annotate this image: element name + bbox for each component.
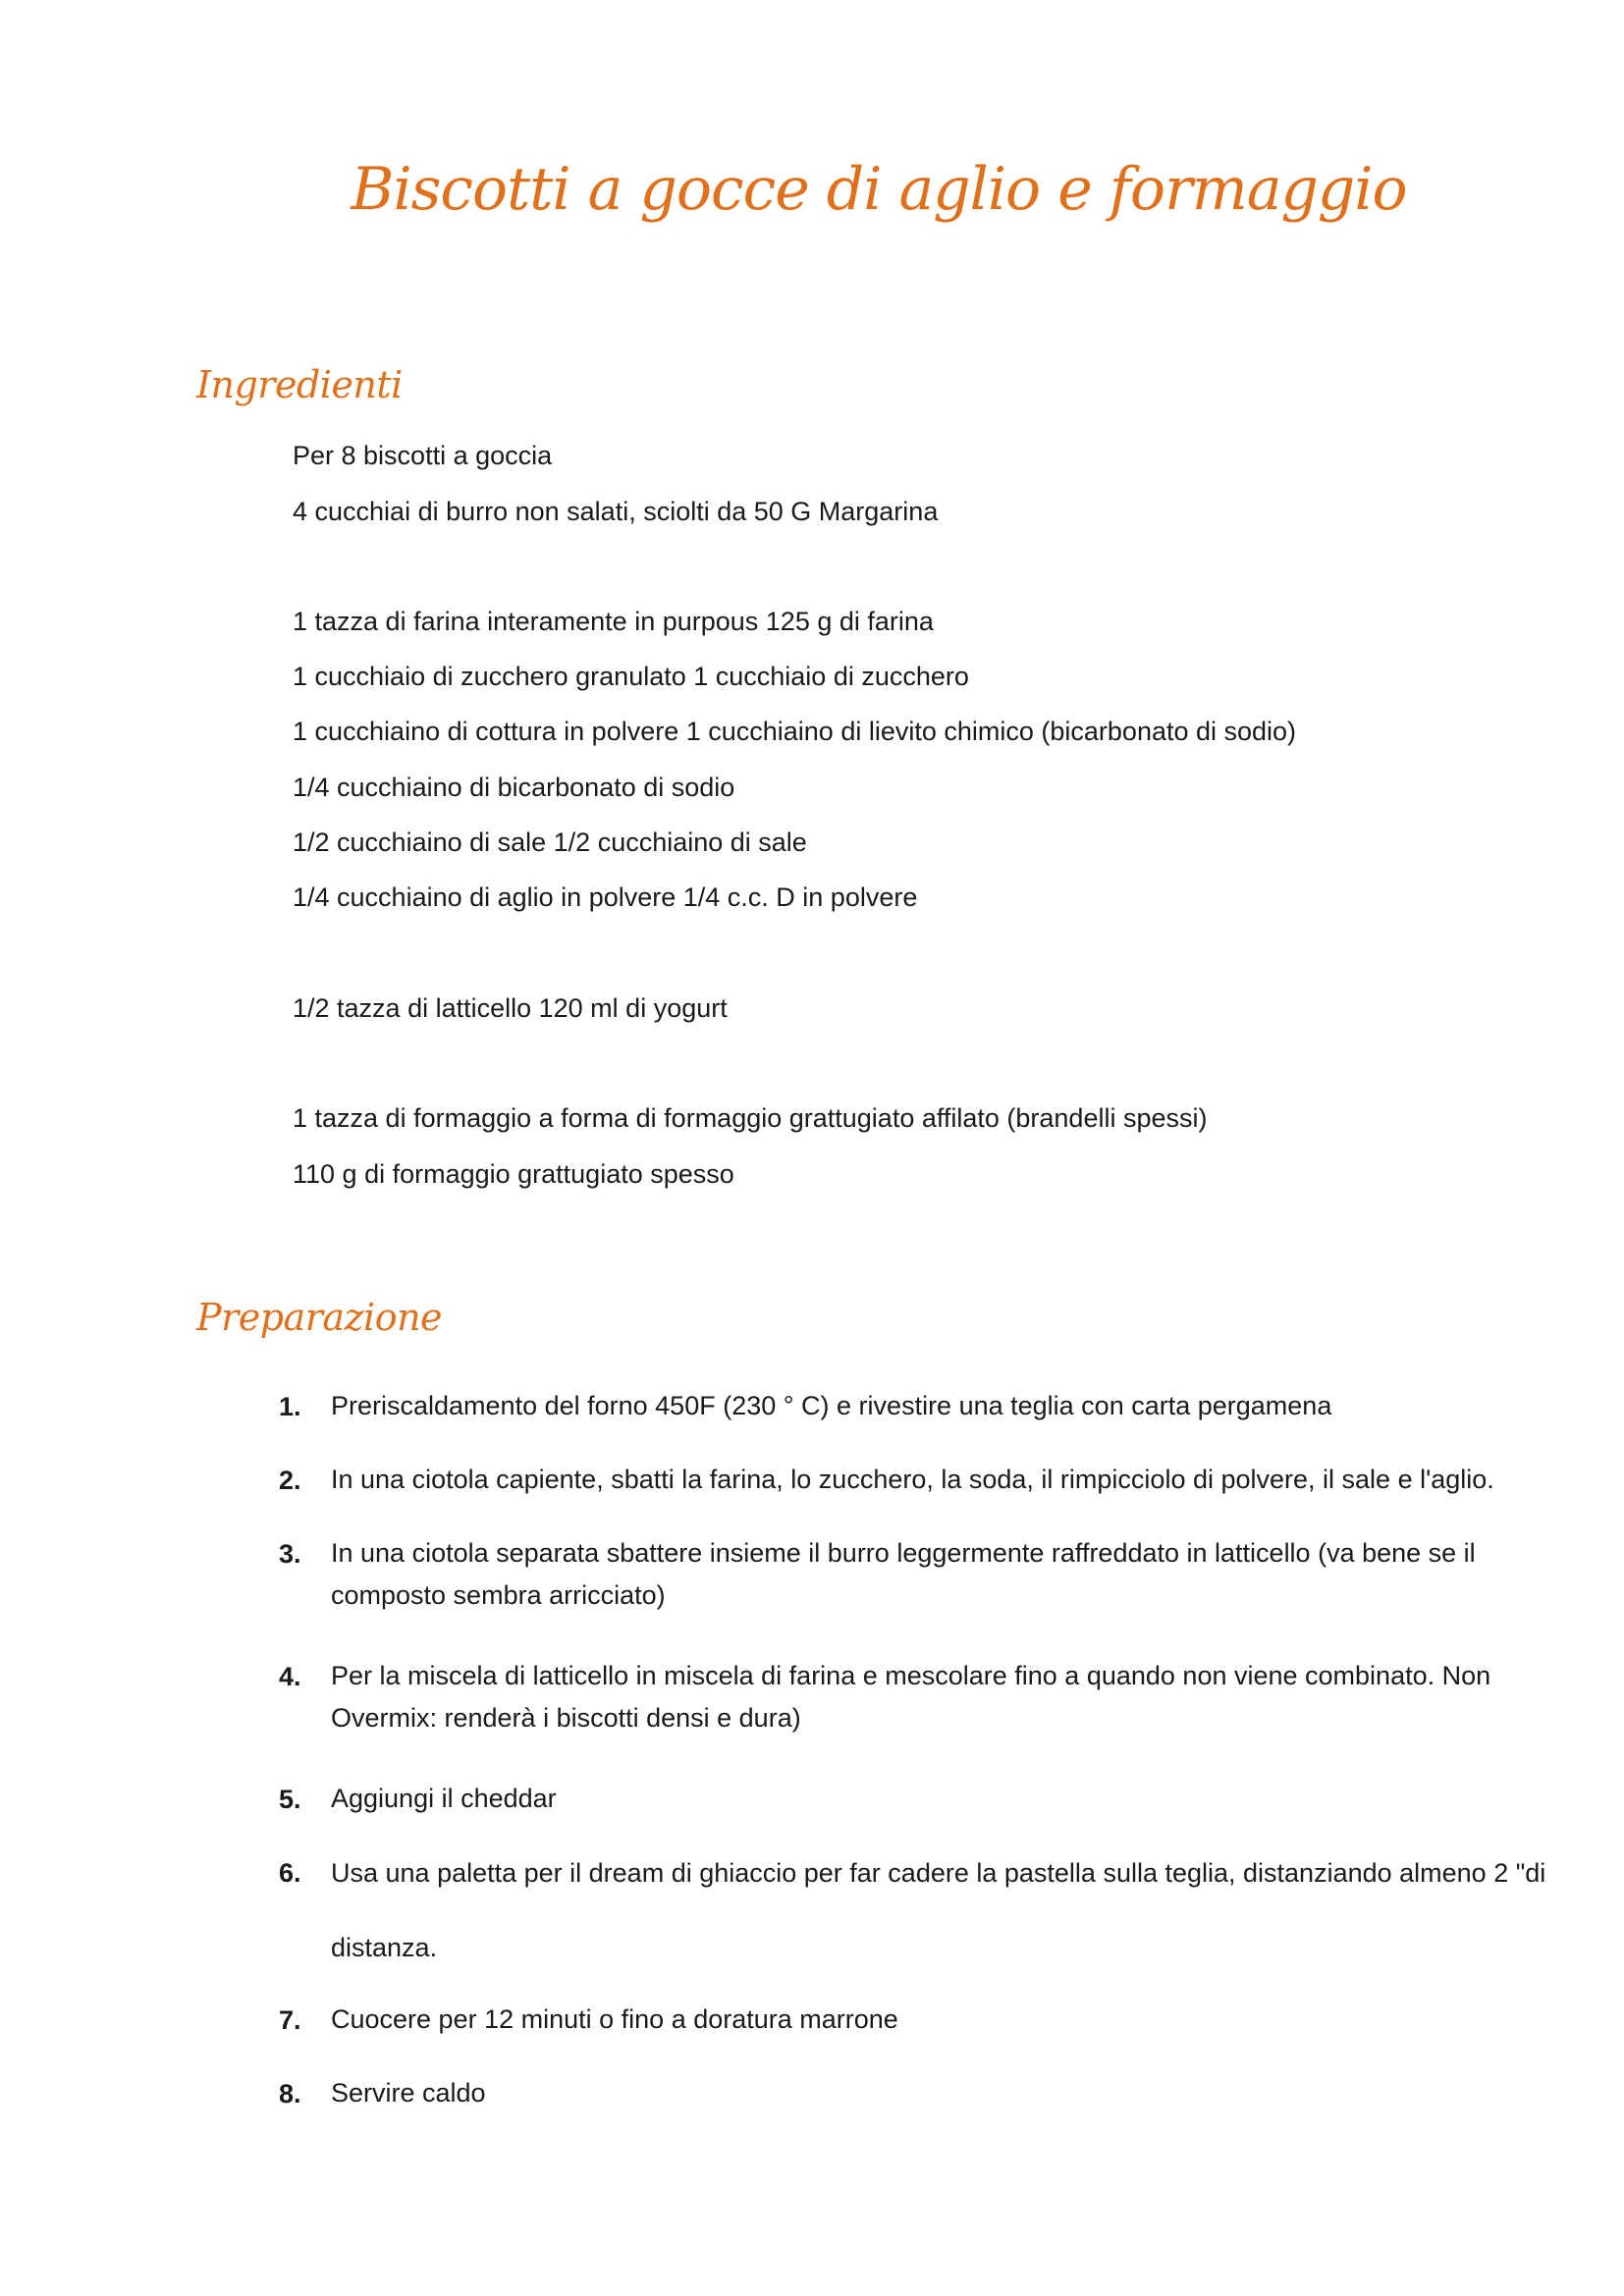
ingredient-line: 110 g di formaggio grattugiato spesso xyxy=(293,1159,734,1189)
ingredient-line: 1 cucchiaio di zucchero granulato 1 cucchiaio di zucchero xyxy=(293,662,969,691)
step-text: In una ciotola capiente, sbatti la farina, lo zucchero, la soda, il rimpicciolo di polvere, il sale e l'aglio. xyxy=(331,1465,1494,1494)
step-text: Aggiungi il cheddar xyxy=(331,1784,557,1813)
ingredient-line: 1 tazza di formaggio a forma di formaggio grattugiato affilato (brandelli spessi) xyxy=(293,1103,1208,1133)
ingredient-line: 1/4 cucchiaino di aglio in polvere 1/4 c.c. D in polvere xyxy=(293,882,918,912)
step-number: 8. xyxy=(279,2079,301,2109)
ingredient-line: 1/2 tazza di latticello 120 ml di yogurt xyxy=(293,993,728,1023)
step-number: 5. xyxy=(279,1785,301,1814)
ingredient-line: 1 tazza di farina interamente in purpous 125 g di farina xyxy=(293,607,934,636)
step-number: 6. xyxy=(279,1858,301,1888)
step-text: Usa una paletta per il dream di ghiaccio per far cadere la pastella sulla teglia, distanziando almeno 2 "di distanza. xyxy=(331,1858,1546,1962)
ingredient-line: 4 cucchiai di burro non salati, sciolti da 50 G Margarina xyxy=(293,497,939,526)
step-number: 4. xyxy=(279,1662,301,1691)
recipe-title: Biscotti a gocce di aglio e formaggio xyxy=(351,155,1407,224)
ingredients-heading: Ingredienti xyxy=(196,363,403,406)
ingredient-line: 1/4 cucchiaino di bicarbonato di sodio xyxy=(293,773,735,802)
ingredient-line: 1/2 cucchiaino di sale 1/2 cucchiaino di sale xyxy=(293,828,807,857)
step-text: In una ciotola separata sbattere insieme il burro leggermente raffreddato in latticello (va bene se il composto sembra arricciato) xyxy=(331,1538,1476,1610)
step-text: Cuocere per 12 minuti o fino a doratura marrone xyxy=(331,2004,898,2034)
preparation-heading: Preparazione xyxy=(196,1296,443,1339)
step-number: 3. xyxy=(279,1539,301,1569)
step-text: Servire caldo xyxy=(331,2078,486,2108)
ingredient-line: Per 8 biscotti a goccia xyxy=(293,441,553,470)
step-number: 7. xyxy=(279,2005,301,2035)
step-number: 2. xyxy=(279,1466,301,1495)
ingredient-line: 1 cucchiaino di cottura in polvere 1 cucchiaino di lievito chimico (bicarbonato di sodio) xyxy=(293,717,1297,746)
step-text: Per la miscela di latticello in miscela di farina e mescolare fino a quando non viene combinato. Non Overmix: renderà i biscotti densi e dura) xyxy=(331,1661,1491,1733)
step-text: Preriscaldamento del forno 450F (230 ° C) e rivestire una teglia con carta pergamena xyxy=(331,1391,1332,1420)
step-number: 1. xyxy=(279,1392,301,1421)
